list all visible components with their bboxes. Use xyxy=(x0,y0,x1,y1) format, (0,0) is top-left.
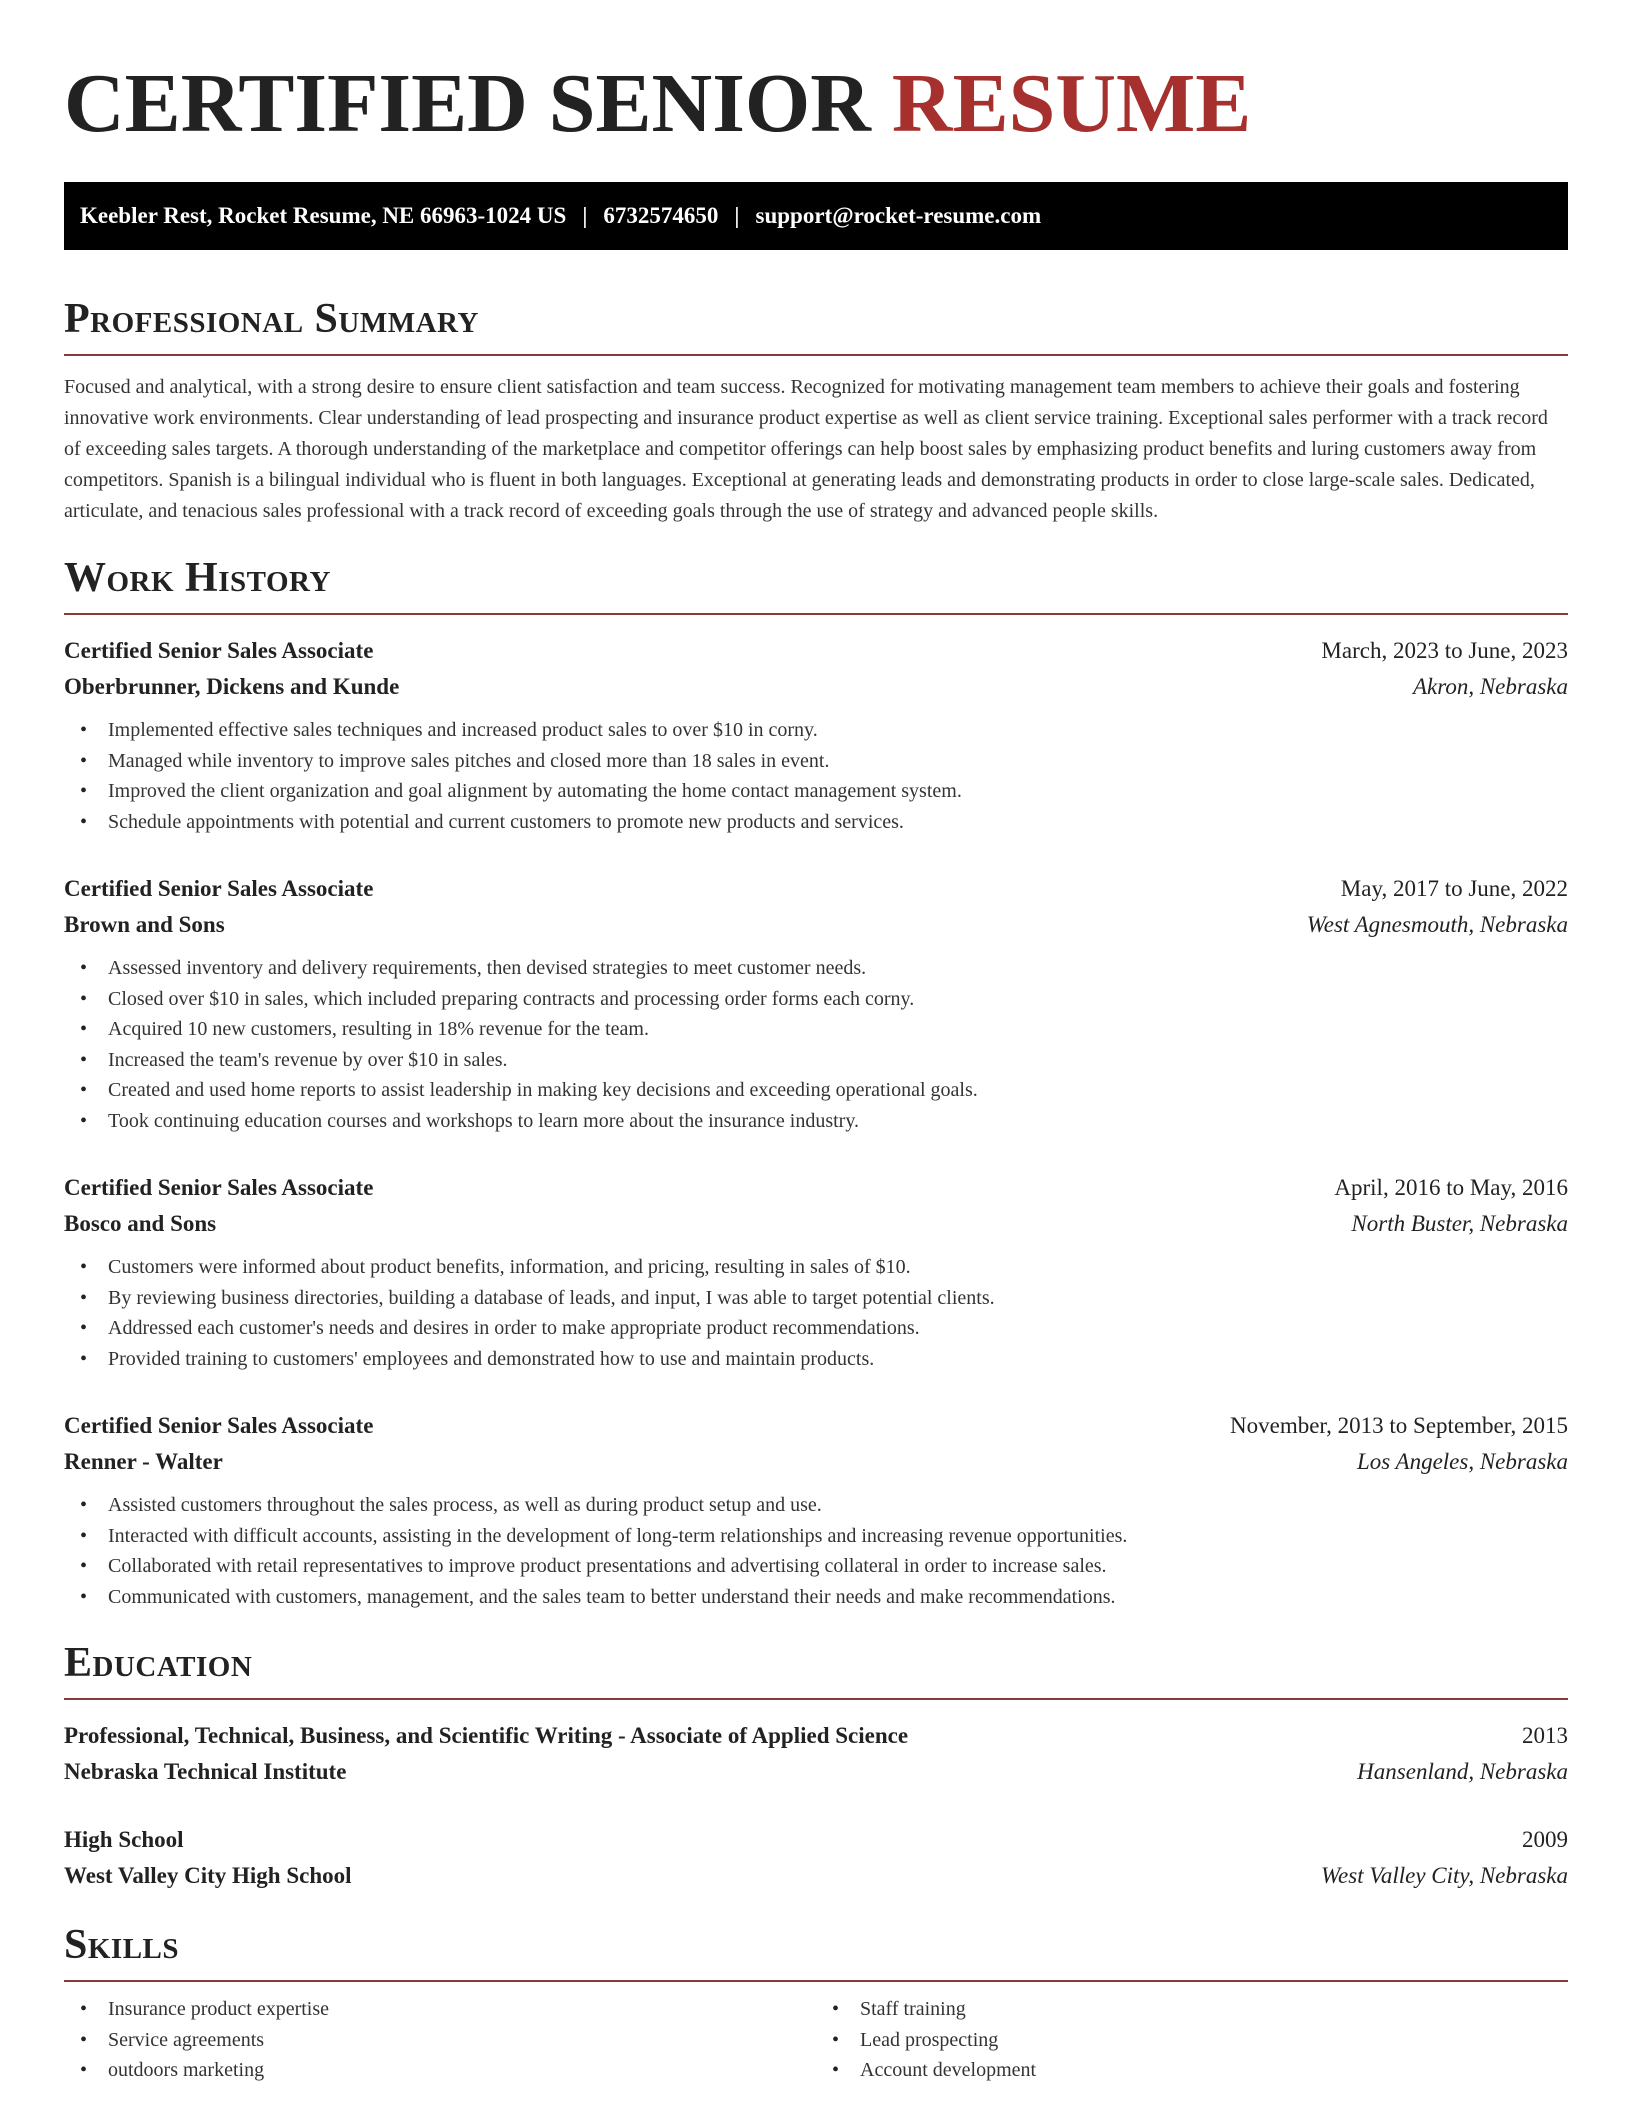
job-bullet: • Took continuing education courses and workshops to learn more about the insurance industry. xyxy=(64,1106,1568,1137)
job-entry xyxy=(64,633,1568,837)
job-header xyxy=(64,633,1568,669)
job-company-row xyxy=(64,1206,1568,1242)
job-bullet: • Closed over $10 in sales, which included preparing contracts and processing order forms each corny. xyxy=(64,984,1568,1015)
section-title-education: Education xyxy=(64,1640,253,1686)
job-dates: May, 2017 to June, 2022 xyxy=(1340,876,1568,901)
job-bullet: • Addressed each customer's needs and desires in order to make appropriate product recommendations. xyxy=(64,1313,1568,1344)
job-location: West Agnesmouth, Nebraska xyxy=(1306,912,1568,937)
education-location: Hansenland, Nebraska xyxy=(1357,1759,1568,1784)
job-bullets xyxy=(64,953,1568,1136)
skills-grid xyxy=(64,1994,1568,2086)
job-bullet: • By reviewing business directories, building a database of leads, and input, I was able to target potential clients. xyxy=(64,1283,1568,1314)
skills-section xyxy=(64,1920,1568,2086)
section-divider xyxy=(64,1980,1568,1982)
section-title-summary: Professional Summary xyxy=(64,296,479,342)
summary-text: Focused and analytical, with a strong desire to ensure client satisfaction and team success. Recognized for motivating management team members to achieve their goals and fostering innovative work environments. Clear understanding of lead prospecting and insurance product expertise as well as client service training. Exceptional sales performer with a track record of exceeding sales targets. A thorough understanding of the marketplace and competitor offerings can help boost sales by emphasizing product benefits and luring customers away from competitors. Spanish is a bilingual individual who is fluent in both languages. Exceptional at generating leads and demonstrating products in order to close large-scale sales. Dedicated, articulate, and tenacious sales professional with a track record of exceeding goals through the use of strategy and advanced people skills. xyxy=(64,376,1548,522)
education-degree: High School xyxy=(64,1827,184,1852)
skill-item: • Lead prospecting xyxy=(816,2025,1568,2056)
job-company: Brown and Sons xyxy=(64,912,225,937)
resume-name xyxy=(64,58,1568,150)
job-entry xyxy=(64,1170,1568,1374)
job-entry xyxy=(64,1408,1568,1612)
job-location: North Buster, Nebraska xyxy=(1351,1211,1568,1236)
job-company: Renner - Walter xyxy=(64,1449,223,1474)
education-school-row xyxy=(64,1858,1568,1894)
job-dates: April, 2016 to May, 2016 xyxy=(1334,1175,1568,1200)
skill-item: • outdoors marketing xyxy=(64,2055,816,2086)
job-company: Bosco and Sons xyxy=(64,1211,217,1236)
contact-phone[interactable]: 6732574650 xyxy=(603,203,719,228)
job-header xyxy=(64,871,1568,907)
job-bullet: • Increased the team's revenue by over $10 in sales. xyxy=(64,1045,1568,1076)
job-bullet: • Improved the client organization and goal alignment by automating the home contact management system. xyxy=(64,776,1568,807)
contact-address: Keebler Rest, Rocket Resume, NE 66963-1024 US xyxy=(80,203,567,228)
skill-item: • Service agreements xyxy=(64,2025,816,2056)
contact-separator: | xyxy=(582,203,588,228)
education-year: 2013 xyxy=(1522,1723,1568,1748)
name-accent: RESUME xyxy=(891,57,1252,150)
section-divider xyxy=(64,613,1568,615)
skills-list xyxy=(816,1994,1568,2086)
job-bullet: • Customers were informed about product benefits, information, and pricing, resulting in sales of $10. xyxy=(64,1252,1568,1283)
job-dates: March, 2023 to June, 2023 xyxy=(1321,638,1568,663)
skills-column-left xyxy=(64,1994,816,2086)
education-year: 2009 xyxy=(1522,1827,1568,1852)
job-location: Akron, Nebraska xyxy=(1412,674,1568,699)
job-bullet: • Interacted with difficult accounts, assisting in the development of long-term relationships and increasing revenue opportunities. xyxy=(64,1521,1568,1552)
job-role: Certified Senior Sales Associate xyxy=(64,638,374,663)
job-bullet: • Managed while inventory to improve sales pitches and closed more than 18 sales in event. xyxy=(64,746,1568,777)
job-location: Los Angeles, Nebraska xyxy=(1356,1449,1568,1474)
job-header xyxy=(64,1170,1568,1206)
job-company-row xyxy=(64,669,1568,705)
contact-separator: | xyxy=(734,203,740,228)
work-section xyxy=(64,553,1568,1612)
skill-item: • Account development xyxy=(816,2055,1568,2086)
job-bullet: • Communicated with customers, management, and the sales team to better understand their needs and make recommendations. xyxy=(64,1582,1568,1613)
job-company-row xyxy=(64,1444,1568,1480)
job-bullet: • Implemented effective sales techniques and increased product sales to over $10 in corny. xyxy=(64,715,1568,746)
contact-bar xyxy=(64,182,1568,250)
education-entry xyxy=(64,1718,1568,1790)
education-entry xyxy=(64,1822,1568,1894)
job-dates: November, 2013 to September, 2015 xyxy=(1230,1413,1568,1438)
job-role: Certified Senior Sales Associate xyxy=(64,1175,374,1200)
job-role: Certified Senior Sales Associate xyxy=(64,876,374,901)
job-bullet: • Acquired 10 new customers, resulting in 18% revenue for the team. xyxy=(64,1014,1568,1045)
contact-email[interactable]: support@rocket-resume.com xyxy=(755,203,1042,228)
job-bullet: • Created and used home reports to assist leadership in making key decisions and exceeding operational goals. xyxy=(64,1075,1568,1106)
education-school-row xyxy=(64,1754,1568,1790)
job-bullet: • Assisted customers throughout the sales process, as well as during product setup and use. xyxy=(64,1490,1568,1521)
section-divider xyxy=(64,1698,1568,1700)
job-bullets xyxy=(64,1490,1568,1612)
skills-column-right xyxy=(816,1994,1568,2086)
job-header xyxy=(64,1408,1568,1444)
education-degree: Professional, Technical, Business, and Scientific Writing - Associate of Applied Science xyxy=(64,1723,909,1748)
job-bullets xyxy=(64,1252,1568,1374)
education-section xyxy=(64,1638,1568,1894)
skill-item: • Insurance product expertise xyxy=(64,1994,816,2025)
job-role: Certified Senior Sales Associate xyxy=(64,1413,374,1438)
job-bullet: • Assessed inventory and delivery requirements, then devised strategies to meet customer needs. xyxy=(64,953,1568,984)
job-entry xyxy=(64,871,1568,1136)
job-company: Oberbrunner, Dickens and Kunde xyxy=(64,674,400,699)
job-company-row xyxy=(64,907,1568,943)
job-bullets xyxy=(64,715,1568,837)
job-bullet: • Schedule appointments with potential and current customers to promote new products and services. xyxy=(64,807,1568,838)
section-divider xyxy=(64,354,1568,356)
education-location: West Valley City, Nebraska xyxy=(1320,1863,1568,1888)
skills-list xyxy=(64,1994,816,2086)
section-title-skills: Skills xyxy=(64,1922,180,1968)
section-title-work: Work History xyxy=(64,555,331,601)
job-bullet: • Provided training to customers' employees and demonstrated how to use and maintain products. xyxy=(64,1344,1568,1375)
name-primary: CERTIFIED SENIOR xyxy=(64,57,871,150)
education-school: Nebraska Technical Institute xyxy=(64,1759,347,1784)
education-school: West Valley City High School xyxy=(64,1863,352,1888)
education-header xyxy=(64,1718,1568,1754)
summary-section xyxy=(64,294,1568,527)
job-bullet: • Collaborated with retail representatives to improve product presentations and advertising collateral in order to increase sales. xyxy=(64,1551,1568,1582)
skill-item: • Staff training xyxy=(816,1994,1568,2025)
education-header xyxy=(64,1822,1568,1858)
